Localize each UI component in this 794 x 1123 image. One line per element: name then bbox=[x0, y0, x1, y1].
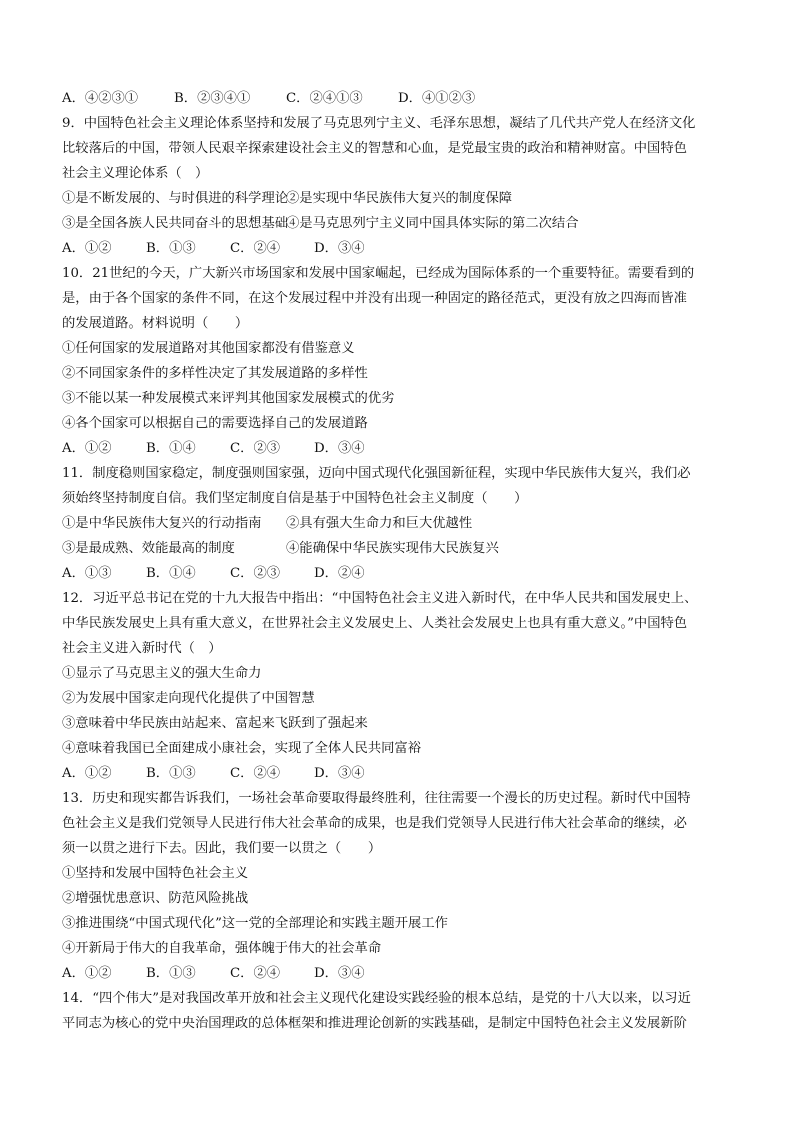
q10-options bbox=[62, 436, 734, 461]
q13-option-a[interactable]: A．①② bbox=[62, 966, 112, 981]
q12-option-d[interactable]: D．③④ bbox=[314, 766, 365, 781]
q11-choice-4: ④能确保中华民族实现伟大民族复兴 bbox=[286, 541, 499, 556]
q9-choice-2: ②是实现中华民族伟大复兴的制度保障 bbox=[286, 191, 513, 206]
question-10 bbox=[62, 261, 734, 461]
q13-option-c[interactable]: C．②④ bbox=[230, 966, 281, 981]
q10-stem-line: 10．21世纪的今天，广大新兴市场国家和发展中国家崛起，已经成为国际体系的一个重要特征。需要看到的 bbox=[62, 266, 695, 281]
q12-choice-1: ①显示了马克思主义的强大生命力 bbox=[62, 666, 262, 681]
q10-option-c[interactable]: C．②③ bbox=[230, 441, 281, 456]
q9-option-b[interactable]: B．①③ bbox=[146, 241, 196, 256]
q11-choice-row bbox=[62, 536, 734, 561]
q13-option-b[interactable]: B．①③ bbox=[146, 966, 196, 981]
q13-options bbox=[62, 961, 734, 986]
q11-stem-line: 须始终坚持制度自信。我们坚定制度自信是基于中国特色社会主义制度（ ） bbox=[62, 491, 528, 506]
q10-choice-1: ①任何国家的发展道路对其他国家都没有借鉴意义 bbox=[62, 341, 355, 356]
question-9 bbox=[62, 111, 734, 261]
q14-stem-line: 14．“四个伟大”是对我国改革开放和社会主义现代化建设实践经验的根本总结，是党的十八大以来，以习近 bbox=[62, 991, 691, 1006]
q13-choice-2: ②增强忧患意识、防范风险挑战 bbox=[62, 891, 249, 906]
q12-stem-line: 12．习近平总书记在党的十九大报告中指出：“中国特色社会主义进入新时代，在中华人民共和国发展史上、 bbox=[62, 591, 698, 606]
q11-choice-2: ②具有强大生命力和巨大优越性 bbox=[286, 516, 473, 531]
q10-choice-2: ②不同国家条件的多样性决定了其发展道路的多样性 bbox=[62, 366, 368, 381]
q11-option-b[interactable]: B．①④ bbox=[146, 566, 196, 581]
q12-option-a[interactable]: A．①② bbox=[62, 766, 112, 781]
q12-stem-line: 社会主义进入新时代（ ） bbox=[62, 641, 222, 656]
q10-option-d[interactable]: D．③④ bbox=[314, 441, 365, 456]
q13-stem-line: 色社会主义是我们党领导人民进行伟大社会革命的成果，也是我们党领导人民进行伟大社会革命的继续，必 bbox=[62, 816, 687, 831]
question-12 bbox=[62, 586, 734, 786]
q11-option-a[interactable]: A．①③ bbox=[62, 566, 112, 581]
q9-stem-line: 9．中国特色社会主义理论体系坚持和发展了马克思列宁主义、毛泽东思想，凝结了几代共产党人在经济文化 bbox=[62, 116, 696, 131]
q10-choice-4: ④各个国家可以根据自己的需要选择自己的发展道路 bbox=[62, 416, 368, 431]
q12-choice-2: ②为发展中国家走向现代化提供了中国智慧 bbox=[62, 691, 315, 706]
q9-option-d[interactable]: D．③④ bbox=[314, 241, 365, 256]
q11-option-d[interactable]: D．②④ bbox=[314, 566, 365, 581]
q9-options bbox=[62, 236, 734, 261]
q12-choice-4: ④意味着我国已全面建成小康社会，实现了全体人民共同富裕 bbox=[62, 741, 422, 756]
q10-choice-3: ③不能以某一种发展模式来评判其他国家发展模式的优劣 bbox=[62, 391, 395, 406]
q10-stem-line: 的发展道路。材料说明（ ） bbox=[62, 316, 249, 331]
q9-choice-1: ①是不断发展的、与时俱进的科学理论 bbox=[62, 191, 289, 206]
question-11 bbox=[62, 461, 734, 586]
q10-option-a[interactable]: A．①② bbox=[62, 441, 112, 456]
q12-option-b[interactable]: B．①③ bbox=[146, 766, 196, 781]
q9-choice-row bbox=[62, 211, 734, 236]
q13-option-d[interactable]: D．③④ bbox=[314, 966, 365, 981]
q9-option-c[interactable]: C．②④ bbox=[230, 241, 281, 256]
q10-stem-line: 是，由于各个国家的条件不同，在这个发展过程中并没有出现一种固定的路径范式，更没有放之四海而皆准 bbox=[62, 291, 687, 306]
q8-option-d[interactable]: D．④①②③ bbox=[398, 91, 476, 106]
q13-choice-1: ①坚持和发展中国特色社会主义 bbox=[62, 866, 249, 881]
q9-stem-line: 社会主义理论体系（ ） bbox=[62, 166, 209, 181]
q12-stem-line: 中华民族发展史上具有重大意义，在世界社会主义发展史上、人类社会发展史上也具有重大意义。”中国特色 bbox=[62, 616, 688, 631]
q13-choice-3: ③推进围绕“中国式现代化”这一党的全部理论和实践主题开展工作 bbox=[62, 916, 448, 931]
q11-choice-row bbox=[62, 511, 734, 536]
q9-option-a[interactable]: A．①② bbox=[62, 241, 112, 256]
q8-options bbox=[62, 86, 734, 111]
q12-option-c[interactable]: C．②④ bbox=[230, 766, 281, 781]
q9-choice-row bbox=[62, 186, 734, 211]
q13-choice-4: ④开新局于伟大的自我革命，强体魄于伟大的社会革命 bbox=[62, 941, 382, 956]
q11-choice-3: ③是最成熟、效能最高的制度 bbox=[62, 541, 235, 556]
question-14 bbox=[62, 986, 734, 1036]
q8-option-c[interactable]: C．②④①③ bbox=[286, 91, 363, 106]
question-13 bbox=[62, 786, 734, 986]
q14-stem-line: 平同志为核心的党中央治国理政的总体框架和推进理论创新的实践基础，是制定中国特色社会主义发展新阶 bbox=[62, 1016, 687, 1031]
q11-stem-line: 11．制度稳则国家稳定，制度强则国家强，迈向中国式现代化强国新征程，实现中华民族伟大复兴，我们必 bbox=[62, 466, 691, 481]
q8-option-b[interactable]: B．②③④① bbox=[174, 91, 251, 106]
q10-option-b[interactable]: B．①④ bbox=[146, 441, 196, 456]
q12-options bbox=[62, 761, 734, 786]
q11-option-c[interactable]: C．②③ bbox=[230, 566, 281, 581]
q9-stem-line: 比较落后的中国，带领人民艰辛探索建设社会主义的智慧和心血，是党最宝贵的政治和精神财富。中国特色 bbox=[62, 141, 687, 156]
q9-choice-3: ③是全国各族人民共同奋斗的思想基础 bbox=[62, 216, 289, 231]
q8-option-a[interactable]: A．④②③① bbox=[62, 91, 139, 106]
q9-choice-4: ④是马克思列宁主义同中国具体实际的第二次结合 bbox=[286, 216, 579, 231]
q11-options bbox=[62, 561, 734, 586]
q13-stem-line: 须一以贯之进行下去。因此，我们要一以贯之（ ） bbox=[62, 841, 382, 856]
q13-stem-line: 13．历史和现实都告诉我们，一场社会革命要取得最终胜利，往往需要一个漫长的历史过程。新时代中国特 bbox=[62, 791, 691, 806]
q12-choice-3: ③意味着中华民族由站起来、富起来飞跃到了强起来 bbox=[62, 716, 368, 731]
q11-choice-1: ①是中华民族伟大复兴的行动指南 bbox=[62, 516, 262, 531]
